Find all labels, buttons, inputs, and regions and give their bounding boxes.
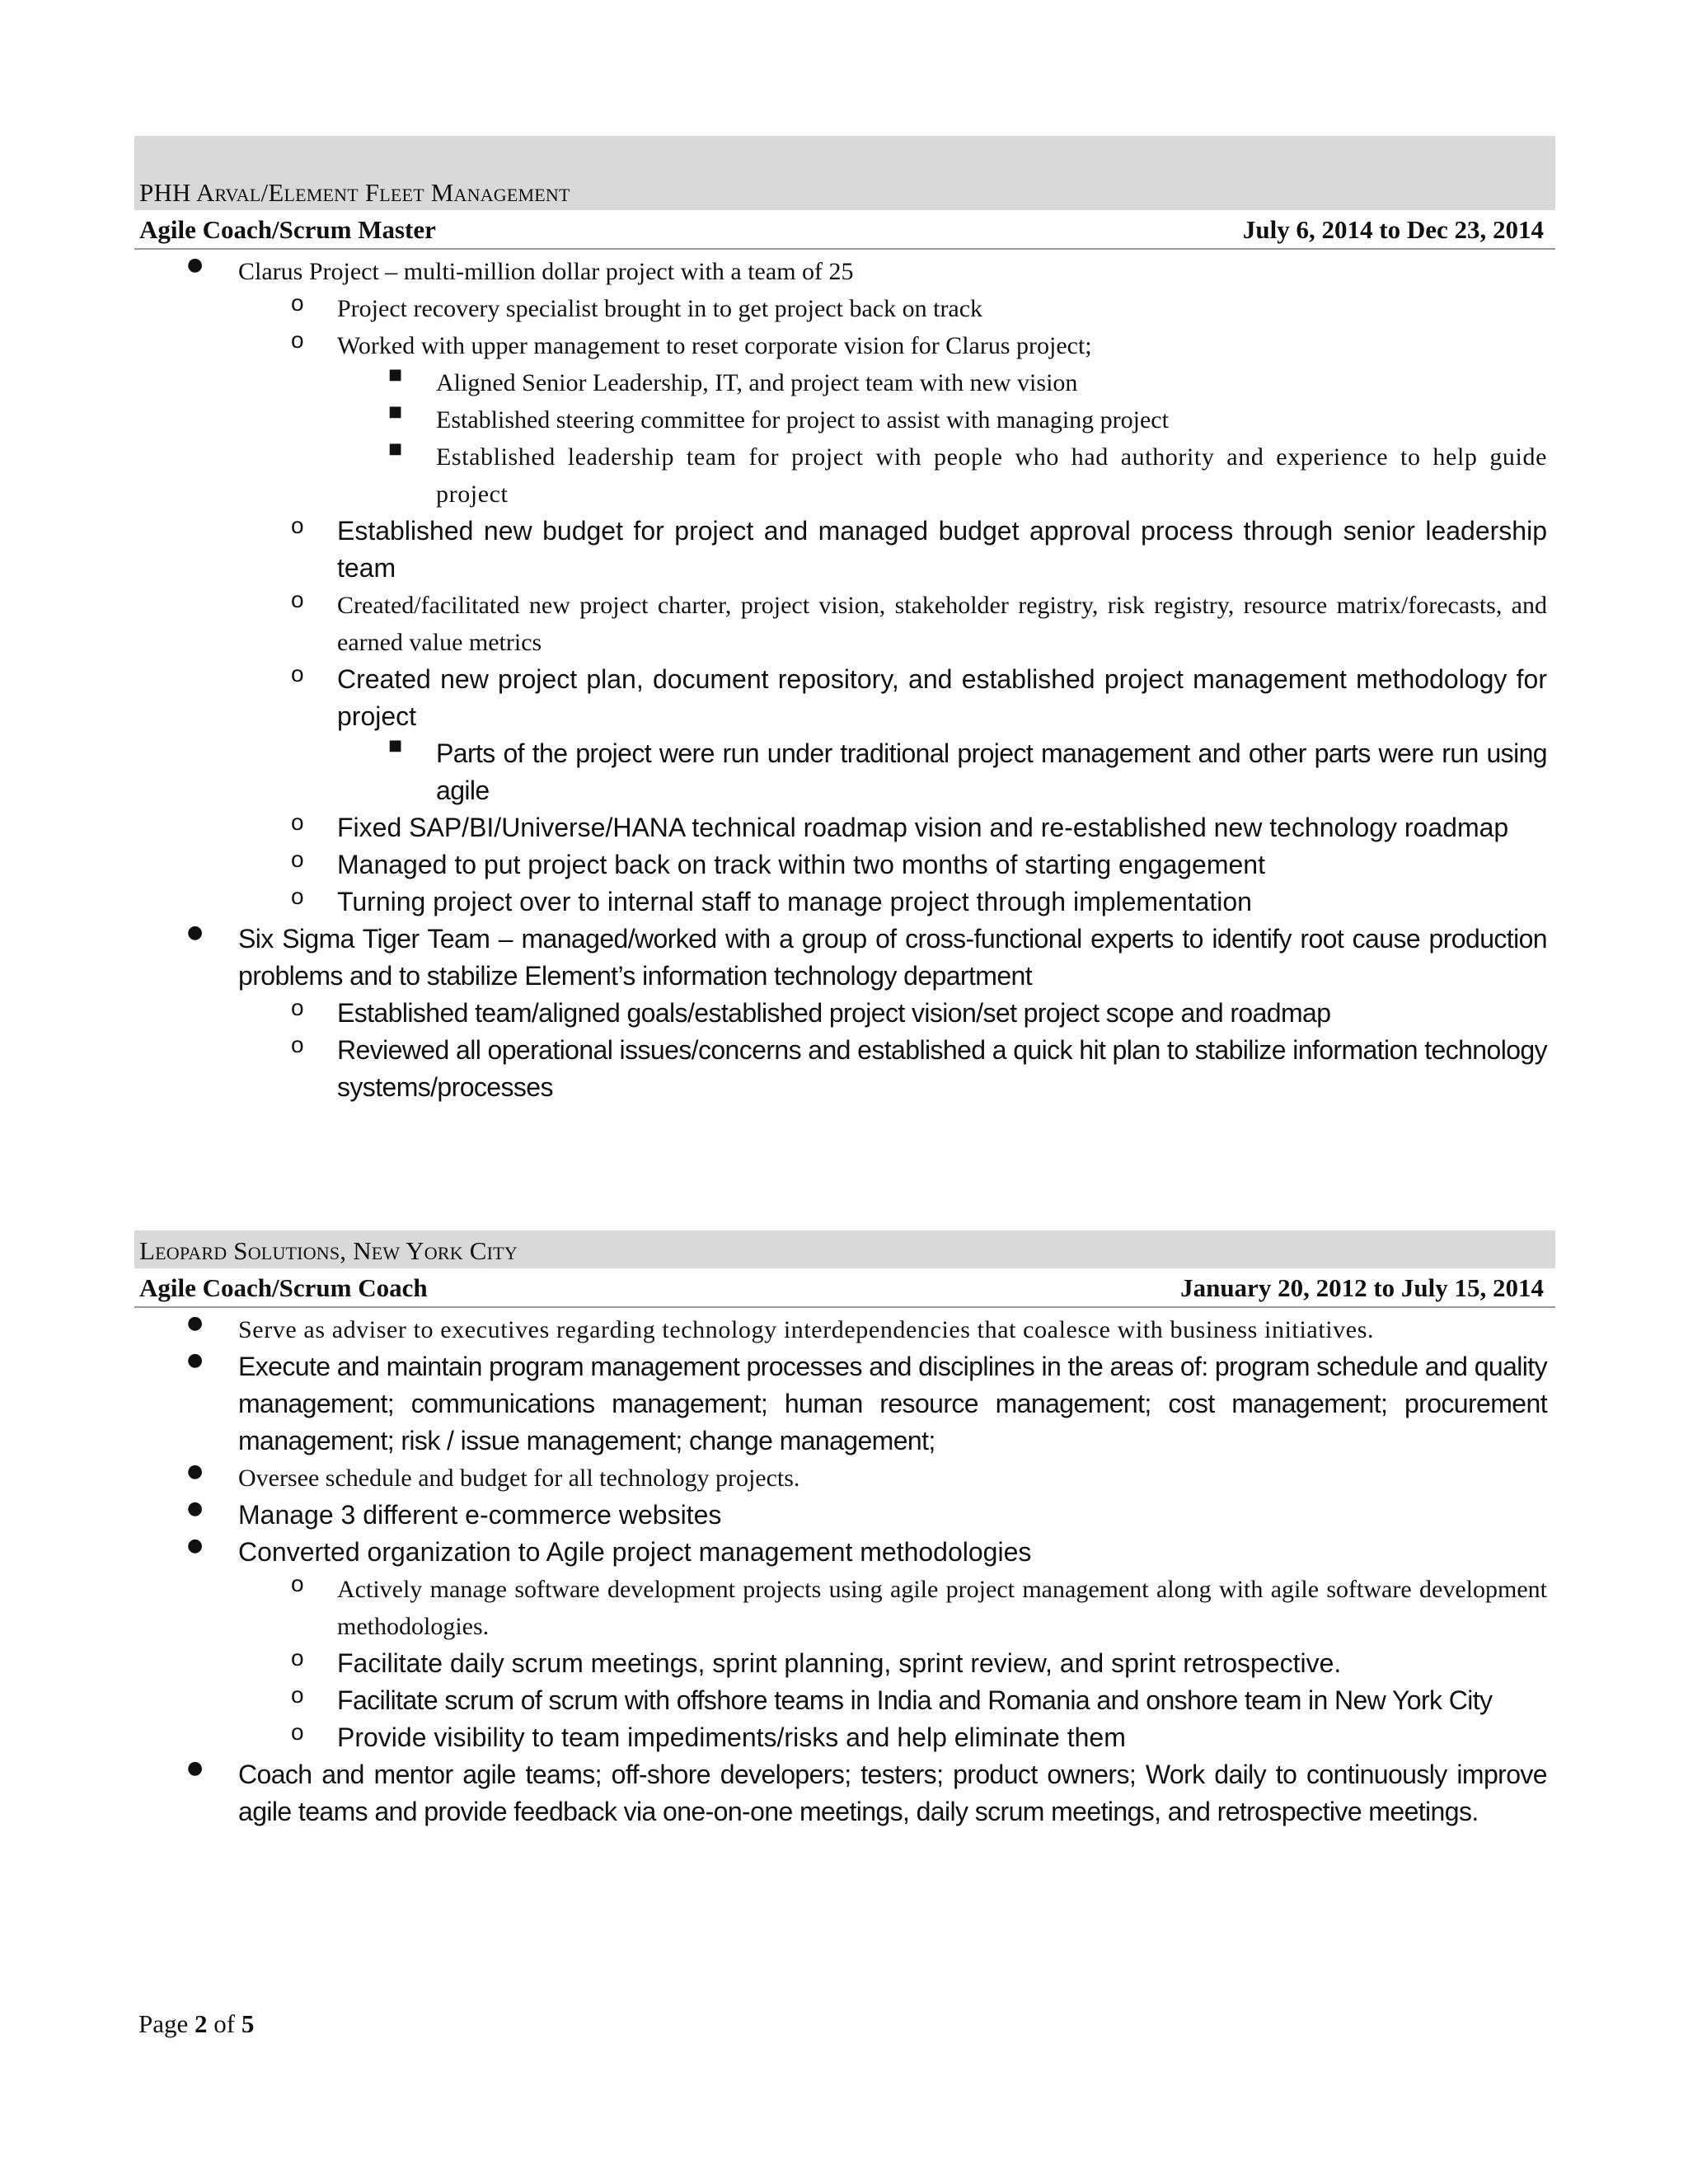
company-header-band — [134, 136, 1555, 210]
bullet-text: Reviewed all operational issues/concerns and established a quick hit plan to stabilize information technology systems/processes — [337, 1035, 1547, 1102]
list-item — [337, 438, 1547, 513]
square-bullet-icon: ■ — [388, 403, 403, 420]
bullet-text: Established new budget for project and managed budget approval process through senior leadership team — [337, 516, 1547, 583]
job-title: Agile Coach/Scrum Coach — [139, 1273, 428, 1302]
bullet-icon: ● — [187, 1758, 204, 1779]
bullet-icon: ● — [187, 1535, 204, 1556]
bullet-icon: ● — [187, 922, 204, 943]
bullet-text: Manage 3 different e-commerce websites — [238, 1500, 722, 1530]
bullet-icon: ● — [187, 1313, 204, 1333]
bullet-text: Serve as adviser to executives regarding technology interdependencies that coalesce with business initiatives. — [238, 1316, 1375, 1343]
circle-bullet-icon: o — [291, 1032, 304, 1057]
bullet-text: Converted organization to Agile project management methodologies — [238, 1537, 1032, 1567]
list-item — [238, 327, 1547, 513]
circle-bullet-icon: o — [291, 809, 304, 835]
list-item — [134, 1534, 1547, 1756]
sub-sub-list — [337, 735, 1547, 809]
list-item — [134, 921, 1547, 1106]
bullet-text: Clarus Project – multi-million dollar project with a team of 25 — [238, 258, 854, 285]
list-item — [134, 1311, 1547, 1348]
list-item — [238, 661, 1547, 809]
list-item — [238, 995, 1547, 1032]
list-item — [238, 1571, 1547, 1645]
circle-bullet-icon: o — [291, 661, 304, 687]
list-item — [134, 1497, 1547, 1534]
sub-list — [238, 1571, 1547, 1756]
page-current: 2 — [195, 2009, 208, 2038]
list-item — [134, 253, 1547, 921]
job-section-leopard — [134, 1230, 1555, 1830]
job-bullet-list — [134, 1311, 1555, 1830]
bullet-text: Six Sigma Tiger Team – managed/worked with a group of cross-functional experts to identify root cause production problems and to stabilize Element’s information technology department — [238, 924, 1547, 991]
circle-bullet-icon: o — [291, 327, 304, 353]
list-item — [238, 1032, 1547, 1106]
list-item — [337, 735, 1547, 809]
bullet-text: Aligned Senior Leadership, IT, and project team with new vision — [436, 369, 1078, 396]
circle-bullet-icon: o — [291, 995, 304, 1020]
list-item — [238, 1719, 1547, 1756]
bullet-text: Worked with upper management to reset corporate vision for Clarus project; — [337, 332, 1092, 359]
job-dates: July 6, 2014 to Dec 23, 2014 — [1242, 215, 1544, 244]
company-name: Leopard Solutions, New York City — [139, 1236, 518, 1265]
company-name: PHH Arval/Element Fleet Management — [139, 178, 570, 207]
job-dates: January 20, 2012 to July 15, 2014 — [1180, 1273, 1544, 1302]
page-footer — [138, 2009, 254, 2039]
list-item — [238, 1682, 1547, 1719]
list-item — [238, 846, 1547, 883]
circle-bullet-icon: o — [291, 587, 304, 612]
square-bullet-icon: ■ — [388, 366, 403, 383]
list-item — [238, 290, 1547, 327]
list-item — [337, 364, 1547, 401]
page-of: of — [213, 2009, 236, 2038]
bullet-icon: ● — [187, 255, 204, 275]
list-item — [238, 587, 1547, 661]
job-section-phh — [134, 136, 1555, 1106]
circle-bullet-icon: o — [291, 883, 304, 909]
bullet-text: Coach and mentor agile teams; off-shore developers; testers; product owners; Work daily to continuously improve agile teams and provide feedback via one-on-one meetings, daily scrum meetings, and retrospective meetings. — [238, 1760, 1547, 1826]
circle-bullet-icon: o — [291, 1571, 304, 1596]
circle-bullet-icon: o — [291, 1719, 304, 1745]
bullet-text: Established steering committee for project to assist with managing project — [436, 406, 1169, 434]
bullet-text: Managed to put project back on track within two months of starting engagement — [337, 850, 1265, 879]
bullet-icon: ● — [187, 1498, 204, 1519]
bullet-icon: ● — [187, 1461, 204, 1482]
bullet-text: Fixed SAP/BI/Universe/HANA technical roadmap vision and re-established new technology roadmap — [337, 813, 1509, 842]
bullet-text: Parts of the project were run under traditional project management and other parts were run using agile — [436, 738, 1547, 805]
sub-list — [238, 290, 1547, 921]
job-title-row — [134, 210, 1555, 250]
bullet-text: Oversee schedule and budget for all technology projects. — [238, 1465, 800, 1492]
job-title: Agile Coach/Scrum Master — [139, 215, 436, 244]
list-item — [238, 513, 1547, 587]
bullet-text: Established leadership team for project with people who had authority and experience to help guide project — [436, 443, 1547, 508]
bullet-text: Created/facilitated new project charter, project vision, stakeholder registry, risk registry, resource matrix/forecasts, and earned value metrics — [337, 592, 1547, 656]
job-title-row — [134, 1268, 1555, 1308]
list-item — [134, 1460, 1547, 1497]
circle-bullet-icon: o — [291, 846, 304, 872]
bullet-text: Established team/aligned goals/established project vision/set project scope and roadmap — [337, 998, 1331, 1028]
list-item — [238, 809, 1547, 846]
sub-list — [238, 995, 1547, 1106]
list-item — [134, 1348, 1547, 1460]
bullet-text: Turning project over to internal staff to manage project through implementation — [337, 887, 1252, 916]
company-header-band — [134, 1230, 1555, 1268]
bullet-text: Created new project plan, document repository, and established project management methodology for project — [337, 664, 1547, 731]
circle-bullet-icon: o — [291, 1645, 304, 1671]
square-bullet-icon: ■ — [388, 737, 403, 754]
page-total: 5 — [241, 2009, 255, 2038]
bullet-icon: ● — [187, 1350, 204, 1371]
circle-bullet-icon: o — [291, 513, 304, 538]
bullet-text: Actively manage software development projects using agile project management along with agile software development methodologies. — [337, 1576, 1547, 1640]
list-item — [238, 883, 1547, 921]
bullet-text: Execute and maintain program management processes and disciplines in the areas of: program schedule and quality management; communications management; human resource management; cost management; procurement management; risk / issue management; change management; — [238, 1352, 1547, 1455]
circle-bullet-icon: o — [291, 1682, 304, 1708]
page-label: Page — [138, 2009, 189, 2038]
bullet-text: Project recovery specialist brought in to get project back on track — [337, 295, 983, 322]
list-item — [337, 401, 1547, 438]
circle-bullet-icon: o — [291, 290, 304, 316]
job-bullet-list — [134, 253, 1555, 1106]
bullet-text: Facilitate daily scrum meetings, sprint planning, sprint review, and sprint retrospective. — [337, 1648, 1342, 1678]
sub-sub-list — [337, 364, 1547, 513]
bullet-text: Facilitate scrum of scrum with offshore teams in India and Romania and onshore team in New York City — [337, 1685, 1493, 1715]
list-item — [134, 1756, 1547, 1830]
bullet-text: Provide visibility to team impediments/risks and help eliminate them — [337, 1722, 1126, 1752]
square-bullet-icon: ■ — [388, 440, 403, 457]
list-item — [238, 1645, 1547, 1682]
